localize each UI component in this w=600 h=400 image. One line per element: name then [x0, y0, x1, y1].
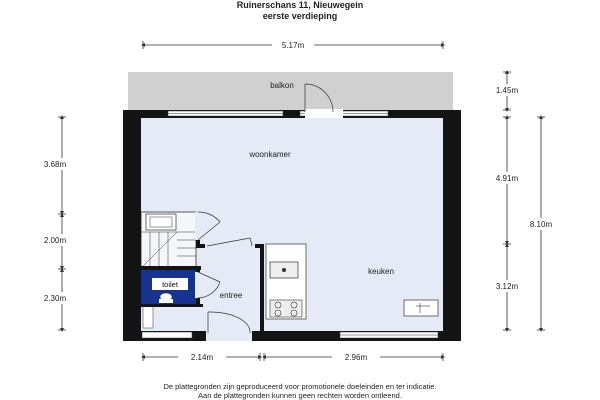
balcony-label: balkon [270, 81, 294, 90]
stove-icon [270, 300, 302, 317]
dim-right-total: 8.10m [529, 220, 553, 229]
disclaimer-line-2: Aan de plattegronden kunnen geen rechten worden ontleend. [198, 391, 402, 400]
dim-left-top: 3.68m [43, 160, 67, 169]
dim-left-middle: 2.00m [43, 236, 67, 245]
dim-right-upper: 4.91m [495, 174, 519, 183]
kitchen-counter [266, 244, 306, 319]
address-title: Ruinerschans 11, Nieuwegein [236, 0, 364, 10]
washbasin-icon [143, 306, 153, 328]
balcony-area [128, 72, 453, 110]
entrance-label: entree [219, 291, 243, 300]
disclaimer-line-1: De plattegronden zijn geproduceerd voor promotionele doeleinden en ter indicatie. [163, 382, 437, 391]
living-room-label: woonkamer [249, 150, 291, 159]
dim-left-bottom: 2.30m [43, 294, 67, 303]
toilet-label: toilet [162, 280, 178, 289]
dim-right-lower: 3.12m [495, 282, 519, 291]
floor-title: eerste verdieping [262, 11, 338, 21]
dim-top-width: 5.17m [281, 41, 305, 50]
boiler-icon [404, 300, 438, 316]
faucet-icon [282, 268, 286, 272]
dim-right-balcony: 1.45m [495, 86, 519, 95]
wardrobe [146, 214, 176, 230]
kitchen-label: keuken [368, 267, 394, 276]
dim-bottom-right: 2.96m [344, 353, 368, 362]
dim-bottom-left: 2.14m [190, 353, 214, 362]
toilet-bowl-icon [159, 293, 173, 303]
